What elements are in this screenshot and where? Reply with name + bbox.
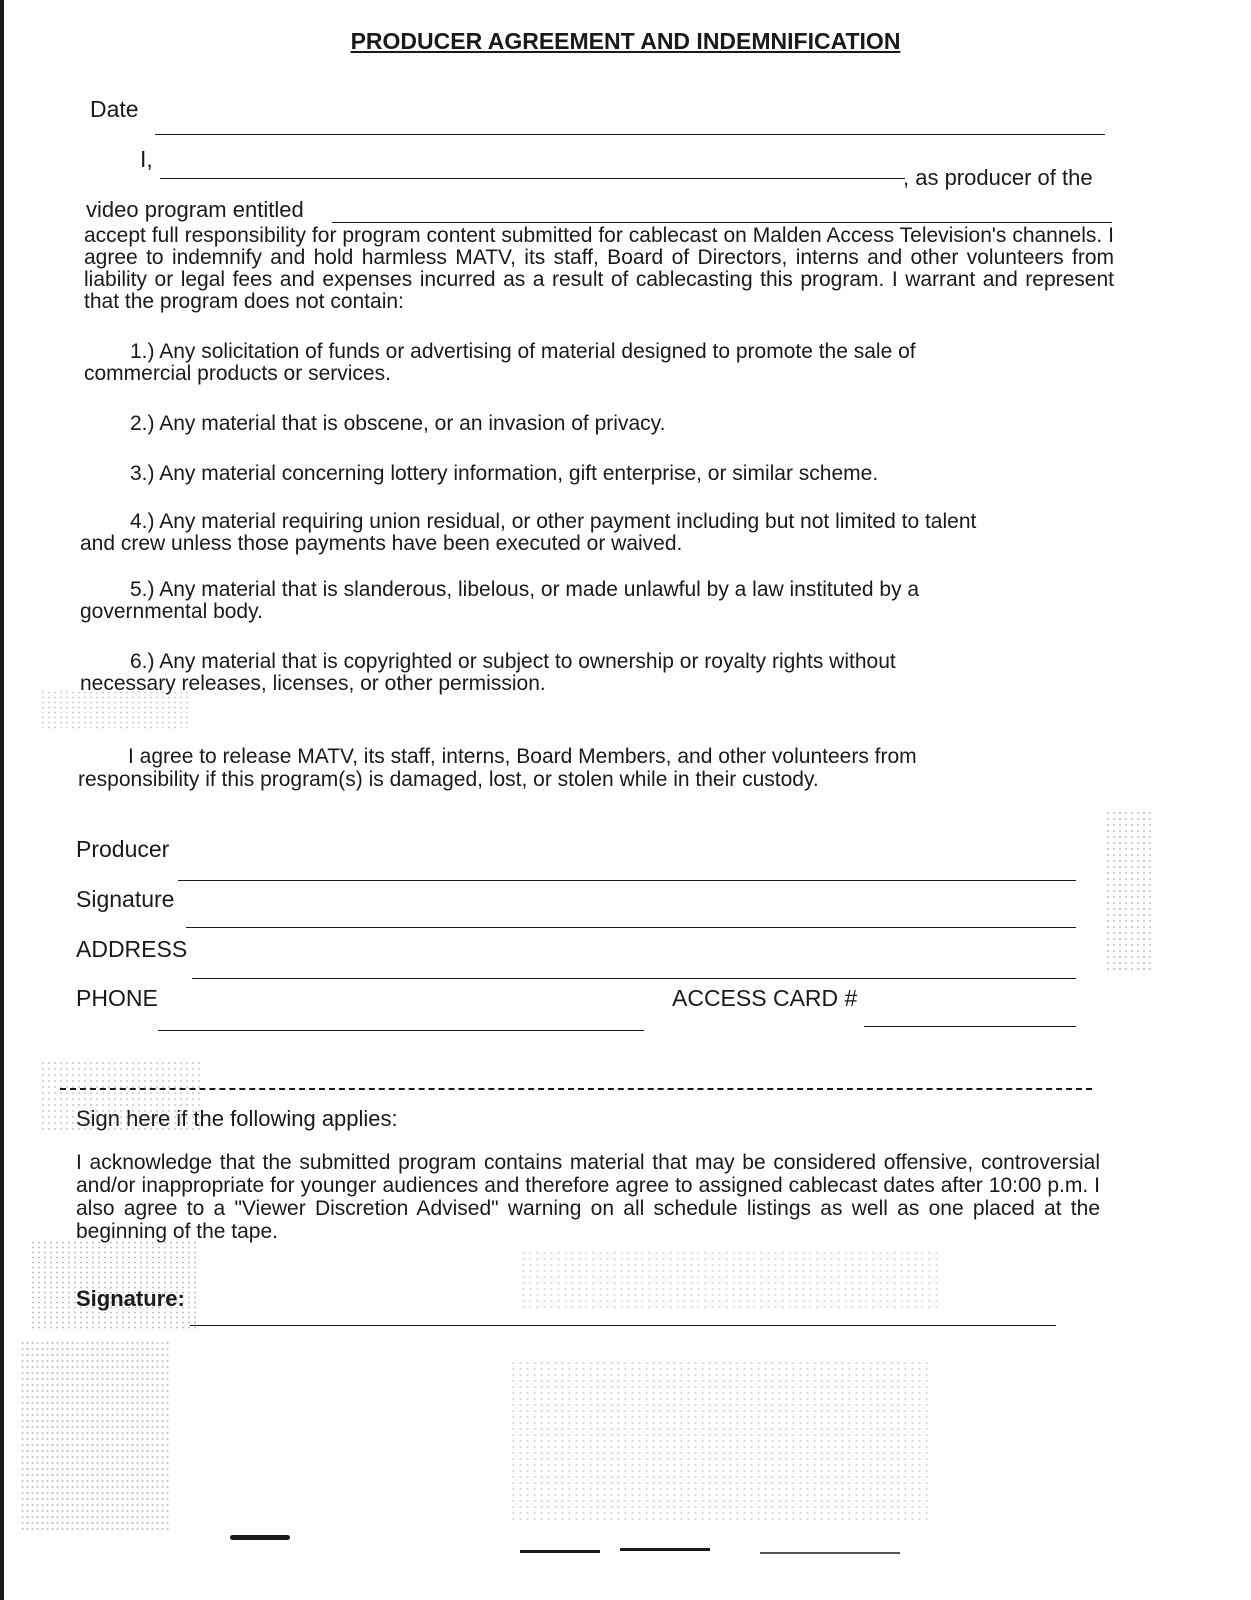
item-number: 2.) [130, 412, 155, 435]
item-number: 5.) [130, 578, 155, 601]
release-rest: responsibility if this program(s) is damaged, lost, or stolen while in their custody. [78, 768, 819, 791]
access-card-label: ACCESS CARD # [672, 985, 858, 1011]
list-item-4-first [130, 510, 976, 534]
address-label: ADDRESS [76, 936, 188, 962]
item-text: Any material that is slanderous, libelous, or made unlawful by a law instituted by a [159, 578, 920, 601]
program-title-field[interactable] [332, 222, 1112, 223]
item-number: 3.) [130, 462, 155, 485]
scan-edge-mark [760, 1552, 900, 1554]
signature-field[interactable] [186, 927, 1076, 928]
final-signature-field[interactable] [190, 1325, 1056, 1326]
scan-left-edge [0, 0, 4, 1600]
release-first: I agree to release MATV, its staff, interns, Board Members, and other volunteers from [128, 745, 917, 768]
sign-here-heading: Sign here if the following applies: [76, 1106, 398, 1131]
signature-label: Signature [76, 886, 175, 912]
scan-noise [30, 1240, 200, 1330]
acknowledge-paragraph: I acknowledge that the submitted program contains material that may be considered offensive, controversial and/or inappropriate for younger audiences and therefore agree to assigned cablecast dates after 10:00 p.m. I also agree to a "Viewer Discretion Advised" warning on all schedule listings as well as one placed at the beginning of the tape. [76, 1151, 1100, 1243]
date-label: Date [90, 96, 139, 122]
final-signature-label: Signature: [76, 1286, 185, 1311]
scan-noise [510, 1360, 930, 1520]
separator-dashed [60, 1088, 1092, 1090]
item-number: 6.) [130, 650, 155, 673]
intro-suffix: , as producer of the [903, 165, 1093, 190]
scan-edge-mark [520, 1550, 600, 1553]
list-item-4-rest: and crew unless those payments have been executed or waived. [80, 532, 683, 555]
list-item-6-rest: necessary releases, licenses, or other permission. [80, 672, 546, 695]
scan-noise [20, 1340, 170, 1530]
phone-label: PHONE [76, 985, 158, 1011]
list-item-5-first [130, 578, 919, 602]
list-item-1-rest: commercial products or services. [84, 362, 391, 385]
scan-noise [40, 1060, 200, 1130]
producer-field[interactable] [178, 880, 1076, 881]
address-field[interactable] [192, 978, 1076, 979]
producer-name-field[interactable] [160, 178, 905, 179]
producer-label: Producer [76, 836, 170, 862]
page-title: PRODUCER AGREEMENT AND INDEMNIFICATION [350, 28, 901, 54]
scan-noise [520, 1250, 940, 1310]
item-text: Any material concerning lottery information, gift enterprise, or similar scheme. [159, 462, 879, 485]
list-item-2 [130, 412, 665, 436]
list-item-5-rest: governmental body. [80, 600, 263, 623]
scan-noise [40, 690, 190, 730]
list-item-1-first [130, 340, 916, 364]
intro-prefix: I, [140, 146, 153, 172]
phone-field[interactable] [158, 1030, 644, 1031]
item-text: Any material requiring union residual, or other payment including but not limited to talent [159, 510, 977, 533]
intro-paragraph: accept full responsibility for program content submitted for cablecast on Malden Access Television's channels. I agree to indemnify and hold harmless MATV, its staff, Board of Directors, interns and other volunteers from liability or legal fees and expenses incurred as a result of cablecasting this program. I warrant and represent that the program does not contain: [84, 224, 1114, 313]
scan-edge-mark [230, 1535, 290, 1540]
item-number: 4.) [130, 510, 155, 533]
item-number: 1.) [130, 340, 155, 363]
item-text: Any material that is copyrighted or subject to ownership or royalty rights without [159, 650, 896, 673]
item-text: Any solicitation of funds or advertising of material designed to promote the sale of [159, 340, 916, 363]
scan-edge-mark [620, 1548, 710, 1551]
scan-noise [1105, 810, 1155, 970]
list-item-3 [130, 462, 878, 486]
date-field[interactable] [155, 134, 1105, 135]
program-label: video program entitled [86, 197, 304, 222]
access-card-field[interactable] [864, 1026, 1076, 1027]
item-text: Any material that is obscene, or an invasion of privacy. [159, 412, 666, 435]
list-item-6-first [130, 650, 896, 674]
